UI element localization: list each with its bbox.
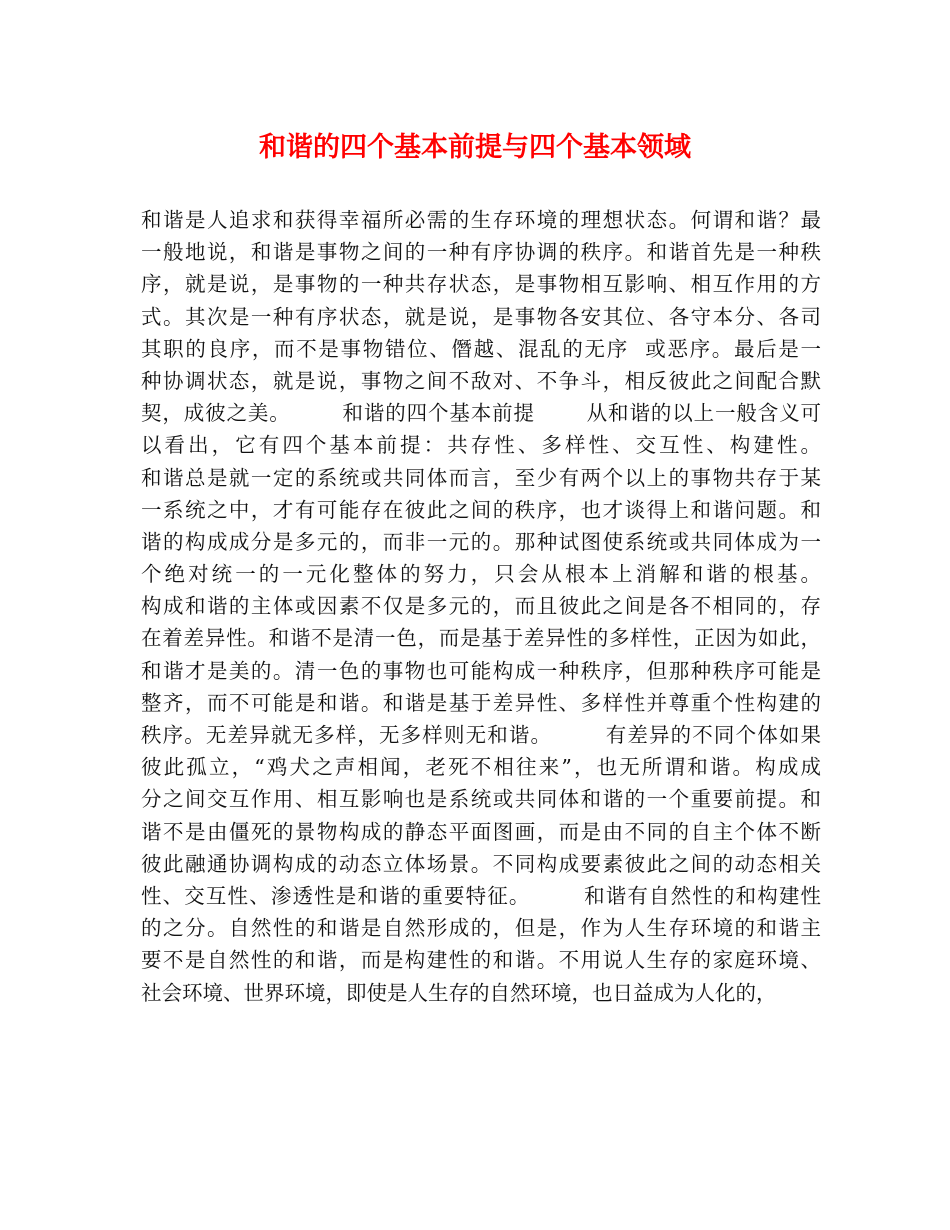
- body-line: 分之间交互作用、相互影响也是系统或共同体和谐的一个重要前提。和: [141, 787, 821, 812]
- body-line: 以看出，它有四个基本前提：共存性、多样性、交互性、构建性。: [141, 433, 821, 458]
- body-line: 秩序。无差异就无多样，无多样则无和谐。 有差异的不同个体如果: [141, 723, 821, 747]
- body-line: 和谐才是美的。清一色的事物也可能构成一种秩序，但那种秩序可能是: [141, 658, 821, 683]
- body-line: 一般地说，和谐是事物之间的一种有序协调的秩序。和谐首先是一种秩: [141, 240, 821, 265]
- body-line: 序，就是说，是事物的一种共存状态，是事物相互影响、相互作用的方: [141, 272, 821, 297]
- body-line: 个绝对统一的一元化整体的努力，只会从根本上消解和谐的根基。: [141, 562, 821, 587]
- body-line: 式。其次是一种有序状态，就是说，是事物各安其位、各守本分、各司: [141, 304, 821, 329]
- body-line: 构成和谐的主体或因素不仅是多元的，而且彼此之间是各不相同的，存: [141, 594, 821, 619]
- document-title: 和谐的四个基本前提与四个基本领域: [259, 132, 691, 163]
- body-line: 其职的良序，而不是事物错位、僭越、混乱的无序 或恶序。最后是一: [141, 336, 821, 361]
- body-line: 和谐是人追求和获得幸福所必需的生存环境的理想状态。何谓和谐？最: [141, 208, 821, 232]
- body-line: 谐不是由僵死的景物构成的静态平面图画，而是由不同的自主个体不断: [141, 819, 821, 844]
- body-line: 谐的构成成分是多元的，而非一元的。那种试图使系统或共同体成为一: [141, 529, 821, 554]
- body-line: 和谐总是就一定的系统或共同体而言，至少有两个以上的事物共存于某: [141, 465, 821, 490]
- body-line: 种协调状态，就是说，事物之间不敌对、不争斗，相反彼此之间配合默: [141, 368, 821, 393]
- body-line: 彼此融通协调构成的动态立体场景。不同构成要素彼此之间的动态相关: [141, 851, 821, 876]
- body-line: 在着差异性。和谐不是清一色，而是基于差异性的多样性，正因为如此，: [141, 626, 821, 651]
- body-line: 契，成彼之美。 和谐的四个基本前提 从和谐的以上一般含义可: [141, 401, 821, 426]
- body-line: 一系统之中，才有可能存在彼此之间的秩序，也才谈得上和谐问题。和: [141, 497, 821, 522]
- body-line: 整齐，而不可能是和谐。和谐是基于差异性、多样性并尊重个性构建的: [141, 690, 821, 715]
- body-line: 彼此孤立，“鸡犬之声相闻，老死不相往来”，也无所谓和谐。构成成: [141, 755, 821, 780]
- body-line: 社会环境、世界环境，即使是人生存的自然环境，也日益成为人化的，: [141, 980, 777, 1005]
- body-line: 要不是自然性的和谐，而是构建性的和谐。不用说人生存的家庭环境、: [141, 948, 821, 973]
- document-body: [141, 204, 821, 1009]
- body-line: 性、交互性、渗透性是和谐的重要特征。 和谐有自然性的和构建性: [141, 883, 821, 908]
- body-line: 的之分。自然性的和谐是自然形成的，但是，作为人生存环境的和谐主: [141, 916, 821, 941]
